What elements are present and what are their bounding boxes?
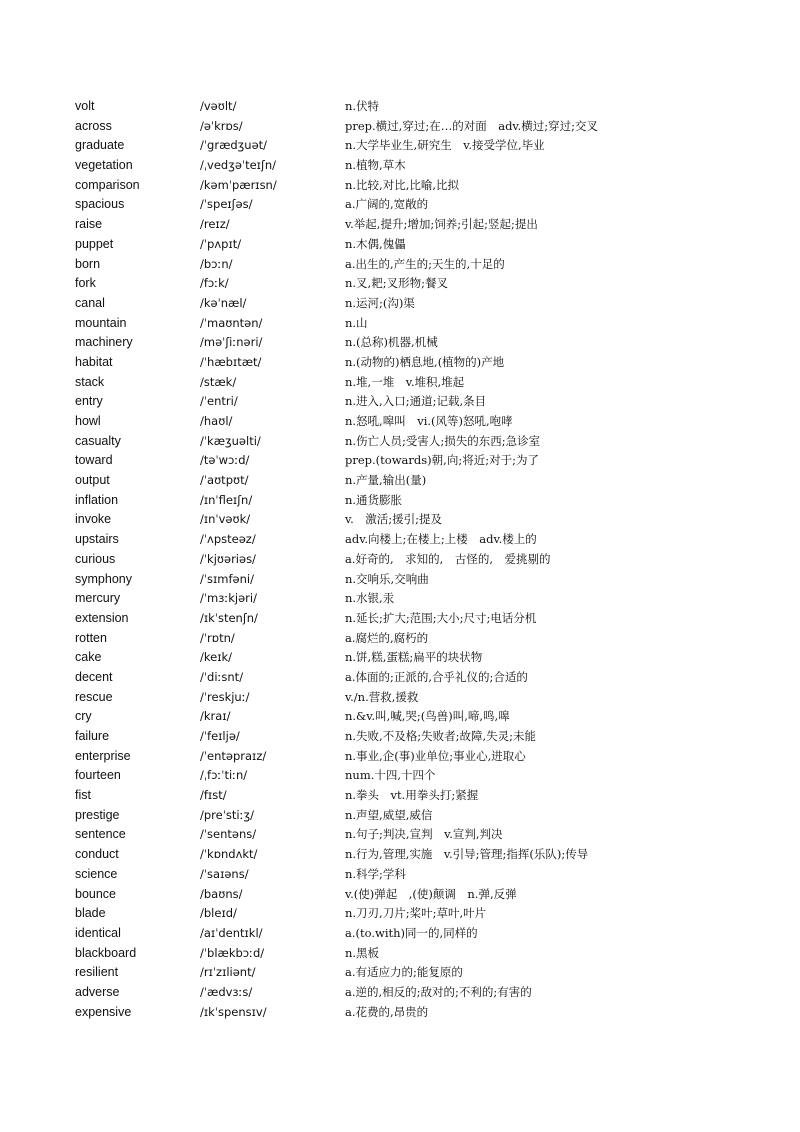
vocab-entry: [0, 865, 800, 885]
entry-phonetic: /ˈkjʊəriəs/: [200, 551, 256, 566]
vocab-entry: [0, 333, 800, 353]
entry-word: blackboard: [75, 945, 137, 960]
entry-meaning: n.水银,汞: [345, 591, 395, 606]
entry-meaning: n.山: [345, 315, 368, 330]
vocab-entry: [0, 550, 800, 570]
entry-meaning: n.(动物的)栖息地,(植物的)产地: [345, 354, 505, 369]
vocab-entry: [0, 412, 800, 432]
entry-meaning: a.腐烂的,腐朽的: [345, 630, 429, 645]
entry-word: cake: [75, 650, 102, 665]
entry-meaning: n.拳头 vt.用拳头打;紧握: [345, 788, 479, 803]
vocab-entry: [0, 806, 800, 826]
entry-word: symphony: [75, 571, 132, 586]
entry-word: raise: [75, 217, 103, 232]
entry-word: mercury: [75, 591, 121, 606]
entry-word: fork: [75, 276, 96, 291]
vocab-entry: [0, 885, 800, 905]
entry-word: resilient: [75, 965, 119, 980]
entry-meaning: n.大学毕业生,研究生 v.接受学位,毕业: [345, 138, 545, 153]
vocab-entry: [0, 570, 800, 590]
vocab-entry: [0, 195, 800, 215]
entry-phonetic: /bleɪd/: [200, 906, 237, 921]
entry-meaning: n.怒吼,嗥叫 vi.(风等)怒吼,咆哮: [345, 414, 513, 428]
entry-meaning: n.产量,输出(量): [345, 473, 427, 488]
entry-word: howl: [75, 414, 101, 428]
vocab-entry: [0, 215, 800, 235]
vocab-entry: [0, 451, 800, 471]
entry-phonetic: /ˈʌpsteəz/: [200, 532, 256, 547]
vocab-entry: [0, 117, 800, 137]
vocab-entry: [0, 589, 800, 609]
entry-phonetic: /ˈhæbɪtæt/: [200, 354, 262, 369]
entry-phonetic: /ˈpʌpɪt/: [200, 236, 242, 251]
entry-meaning: adv.向楼上;在楼上;上楼 adv.楼上的: [345, 532, 537, 547]
entry-word: failure: [75, 729, 110, 743]
entry-phonetic: /əˈkrɒs/: [200, 118, 243, 133]
entry-phonetic: /ˈfeɪljə/: [200, 729, 240, 743]
entry-phonetic: /ˈmɜːkjəri/: [200, 591, 257, 606]
vocab-entry: [0, 727, 800, 747]
entry-phonetic: /baʊns/: [200, 886, 243, 901]
entry-meaning: a.出生的,产生的;天生的,十足的: [345, 256, 505, 271]
entry-word: adverse: [75, 984, 120, 999]
entry-word: cry: [75, 709, 92, 724]
entry-phonetic: /fɪst/: [200, 788, 227, 803]
entry-phonetic: /bɔːn/: [200, 256, 233, 271]
entry-word: blade: [75, 906, 106, 921]
entry-meaning: a.好奇的, 求知的, 古怪的, 爱挑剔的: [345, 551, 551, 566]
vocab-entry: [0, 786, 800, 806]
entry-word: upstairs: [75, 532, 119, 547]
entry-word: identical: [75, 925, 121, 940]
vocab-entry: [0, 373, 800, 393]
entry-meaning: n.交响乐,交响曲: [345, 571, 429, 586]
entry-phonetic: /ɪkˈstenʃn/: [200, 610, 258, 625]
entry-phonetic: /ˈentəpraɪz/: [200, 748, 267, 763]
entry-phonetic: /ˈblækbɔːd/: [200, 945, 265, 960]
entry-meaning: n.木偶,傀儡: [345, 236, 406, 251]
entry-phonetic: /ˈsɪmfəni/: [200, 571, 254, 586]
vocab-entry: [0, 392, 800, 412]
entry-meaning: a.逆的,相反的;敌对的;不利的;有害的: [345, 984, 532, 999]
entry-phonetic: /reɪz/: [200, 217, 230, 232]
entry-meaning: n.(总称)机器,机械: [345, 335, 438, 350]
entry-phonetic: /məˈʃiːnəri/: [200, 335, 263, 350]
entry-phonetic: /ˈsentəns/: [200, 827, 257, 842]
entry-meaning: n.伏特: [345, 99, 380, 113]
entry-word: bounce: [75, 886, 117, 901]
entry-word: machinery: [75, 335, 133, 350]
entry-word: graduate: [75, 138, 125, 153]
entry-word: spacious: [75, 197, 125, 212]
entry-word: comparison: [75, 177, 140, 192]
vocab-entry: [0, 766, 800, 786]
vocab-entry: [0, 314, 800, 334]
entry-word: vegetation: [75, 158, 133, 173]
entry-word: stack: [75, 374, 105, 389]
entry-phonetic: /ˈrɒtn/: [200, 630, 235, 645]
entry-meaning: v./n.营救,援救: [345, 689, 419, 704]
entry-phonetic: /rɪˈzɪliənt/: [200, 965, 256, 980]
entry-word: science: [75, 866, 118, 881]
entry-phonetic: /kəˈnæl/: [200, 295, 247, 310]
entry-meaning: v. 激活;援引;提及: [345, 512, 443, 527]
entry-meaning: n.运河;(沟)渠: [345, 295, 415, 310]
entry-word: invoke: [75, 512, 112, 527]
entry-word: expensive: [75, 1004, 132, 1019]
vocab-entry: [0, 707, 800, 727]
entry-phonetic: /ɪkˈspensɪv/: [200, 1004, 267, 1019]
entry-meaning: v.举起,提升;增加;饲养;引起;竖起;提出: [345, 217, 538, 232]
vocabulary-list: [0, 97, 800, 1022]
vocab-entry: [0, 97, 800, 117]
vocab-entry: [0, 156, 800, 176]
entry-phonetic: /ˈentri/: [200, 394, 238, 409]
entry-word: canal: [75, 295, 105, 310]
entry-meaning: prep.(towards)朝,向;将近;对于;为了: [345, 453, 539, 468]
entry-word: born: [75, 256, 101, 271]
vocab-entry: [0, 983, 800, 1003]
entry-phonetic: /təˈwɔːd/: [200, 453, 250, 468]
entry-phonetic: /aɪˈdentɪkl/: [200, 925, 263, 940]
entry-phonetic: /vəʊlt/: [200, 99, 237, 113]
vocab-entry: [0, 353, 800, 373]
entry-meaning: n.失败,不及格;失败者;故障,失灵;未能: [345, 729, 536, 743]
entry-phonetic: /keɪk/: [200, 650, 233, 665]
entry-meaning: v.(使)弹起 ,(使)颠调 n.弹,反弹: [345, 886, 517, 901]
entry-meaning: n.黑板: [345, 945, 380, 960]
entry-meaning: a.体面的;正派的,合乎礼仪的;合适的: [345, 669, 528, 684]
entry-phonetic: /haʊl/: [200, 414, 233, 428]
entry-meaning: n.植物,草木: [345, 158, 406, 173]
entry-phonetic: /ˈspeɪʃəs/: [200, 197, 253, 212]
entry-phonetic: /ˈædvɜːs/: [200, 984, 253, 999]
vocab-entry: [0, 176, 800, 196]
entry-meaning: prep.横过,穿过;在…的对面 adv.横过;穿过;交叉: [345, 118, 598, 133]
entry-word: curious: [75, 551, 116, 566]
entry-phonetic: /ɪnˈfleɪʃn/: [200, 492, 253, 507]
vocab-entry: [0, 924, 800, 944]
entry-phonetic: /ˈmaʊntən/: [200, 315, 263, 330]
entry-word: extension: [75, 610, 129, 625]
entry-word: toward: [75, 453, 113, 468]
vocab-entry: [0, 235, 800, 255]
entry-phonetic: /fɔːk/: [200, 276, 229, 291]
entry-word: rescue: [75, 689, 113, 704]
vocab-entry: [0, 747, 800, 767]
entry-phonetic: /kraɪ/: [200, 709, 231, 724]
entry-word: puppet: [75, 236, 114, 251]
entry-word: rotten: [75, 630, 107, 645]
entry-word: inflation: [75, 492, 119, 507]
entry-meaning: n.饼,糕,蛋糕;扁平的块状物: [345, 650, 483, 665]
entry-word: fourteen: [75, 768, 121, 783]
vocab-entry: [0, 530, 800, 550]
entry-word: output: [75, 473, 110, 488]
vocab-entry: [0, 1003, 800, 1023]
entry-phonetic: /kəmˈpærɪsn/: [200, 177, 277, 192]
entry-phonetic: /ˌfɔːˈtiːn/: [200, 768, 248, 783]
entry-meaning: n.伤亡人员;受害人;损失的东西;急诊室: [345, 433, 541, 448]
vocab-entry: [0, 904, 800, 924]
vocab-entry: [0, 963, 800, 983]
entry-meaning: n.&v.叫,喊,哭;(鸟兽)叫,啼,鸣,嗥: [345, 709, 510, 724]
entry-word: habitat: [75, 354, 113, 369]
vocab-entry: [0, 432, 800, 452]
entry-word: mountain: [75, 315, 127, 330]
entry-word: entry: [75, 394, 103, 409]
entry-meaning: num.十四,十四个: [345, 768, 436, 783]
entry-word: across: [75, 118, 112, 133]
entry-phonetic: /ɪnˈvəʊk/: [200, 512, 251, 527]
entry-meaning: a.(to.with)同一的,同样的: [345, 925, 478, 940]
vocab-entry: [0, 825, 800, 845]
vocab-entry: [0, 136, 800, 156]
entry-word: sentence: [75, 827, 126, 842]
entry-word: conduct: [75, 847, 119, 862]
entry-phonetic: /ˈkæʒuəlti/: [200, 433, 261, 448]
entry-meaning: n.刀刃,刀片;桨叶;草叶,叶片: [345, 906, 487, 921]
vocab-entry: [0, 944, 800, 964]
entry-meaning: n.行为,管理,实施 v.引导;管理;指挥(乐队);传导: [345, 847, 589, 862]
vocab-entry: [0, 629, 800, 649]
entry-phonetic: /ˈkɒndʌkt/: [200, 847, 258, 862]
entry-word: fist: [75, 788, 91, 803]
entry-word: decent: [75, 669, 113, 684]
entry-meaning: n.延长;扩大;范围;大小;尺寸;电话分机: [345, 610, 537, 625]
vocab-entry: [0, 845, 800, 865]
entry-word: prestige: [75, 807, 120, 822]
entry-phonetic: /ˈreskjuː/: [200, 689, 250, 704]
entry-meaning: n.比较,对比,比喻,比拟: [345, 177, 460, 192]
vocab-entry: [0, 255, 800, 275]
entry-phonetic: /stæk/: [200, 374, 237, 389]
vocab-entry: [0, 668, 800, 688]
vocab-entry: [0, 294, 800, 314]
entry-meaning: a.花费的,昂贵的: [345, 1004, 429, 1019]
entry-phonetic: /ˌvedʒəˈteɪʃn/: [200, 158, 276, 173]
vocab-entry: [0, 471, 800, 491]
vocab-entry: [0, 688, 800, 708]
entry-meaning: a.广阔的,宽敞的: [345, 197, 429, 212]
entry-meaning: a.有适应力的;能复原的: [345, 965, 463, 980]
entry-meaning: n.堆,一堆 v.堆积,堆起: [345, 374, 465, 389]
entry-meaning: n.句子;判决,宣判 v.宣判,判决: [345, 827, 503, 842]
entry-phonetic: /ˈgrædʒuət/: [200, 138, 268, 153]
entry-meaning: n.通货膨胀: [345, 492, 403, 507]
vocab-entry: [0, 648, 800, 668]
entry-phonetic: /ˈdiːsnt/: [200, 669, 244, 684]
entry-phonetic: /preˈstiːʒ/: [200, 807, 254, 822]
entry-word: casualty: [75, 433, 121, 448]
entry-meaning: n.叉,耙;叉形物;餐叉: [345, 276, 448, 291]
entry-meaning: n.声望,威望,威信: [345, 807, 433, 822]
vocab-entry: [0, 491, 800, 511]
entry-meaning: n.科学;学科: [345, 866, 406, 881]
entry-word: volt: [75, 99, 95, 113]
entry-meaning: n.事业,企(事)业单位;事业心,进取心: [345, 748, 526, 763]
vocab-entry: [0, 274, 800, 294]
entry-phonetic: /ˈsaɪəns/: [200, 866, 249, 881]
vocab-entry: [0, 510, 800, 530]
vocab-entry: [0, 609, 800, 629]
entry-phonetic: /ˈaʊtpʊt/: [200, 473, 249, 488]
entry-meaning: n.进入,入口;通道;记载,条目: [345, 394, 487, 409]
entry-word: enterprise: [75, 748, 131, 763]
